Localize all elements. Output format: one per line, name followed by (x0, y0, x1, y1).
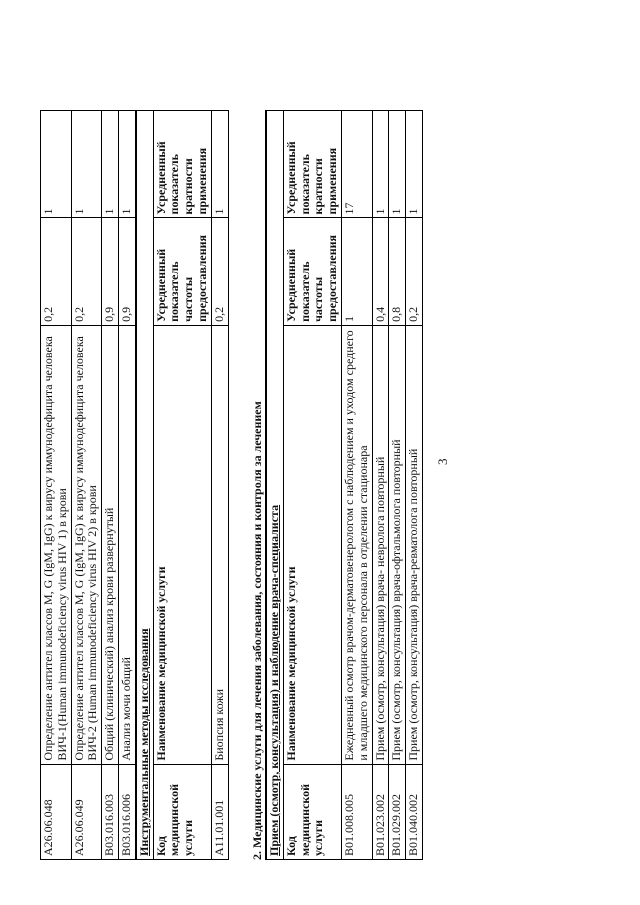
header-frequency: Усредненный показатель частоты предоставления (153, 218, 211, 325)
table-row (406, 111, 423, 860)
table-row (71, 111, 102, 860)
header-multiplicity: Усредненный показатель кратности применения (153, 111, 211, 218)
service-name: Биопсия кожи (211, 325, 228, 764)
header-code: Код медицинской услуги (153, 764, 211, 859)
header-frequency: Усредненный показатель частоты предоставления (283, 218, 341, 325)
section-row (266, 111, 283, 860)
table-laboratory (40, 110, 229, 860)
service-name: Прием (осмотр, консультация) врача- невролога повторный (372, 325, 389, 764)
header-name: Наименование медицинской услуги (283, 325, 341, 764)
multiplicity-value: 1 (41, 111, 72, 218)
service-code: B01.040.002 (406, 764, 423, 859)
multiplicity-value: 17 (341, 111, 372, 218)
service-code: B03.016.003 (102, 764, 119, 859)
header-row (153, 111, 211, 860)
service-name: Определение антител классов M, G (IgM, IgG) к вирусу иммунодефицита человека ВИЧ-1(Human immunodeficiency virus HIV 1) в крови (41, 325, 72, 764)
frequency-value: 0,9 (102, 218, 119, 325)
service-name: Ежедневный осмотр врачом-дерматовенерологом с наблюдением и уходом среднего и младшего медицинского персонала в отделении стационара (341, 325, 372, 764)
table-row (102, 111, 119, 860)
multiplicity-value: 1 (211, 111, 228, 218)
frequency-value: 0,2 (71, 218, 102, 325)
multiplicity-value: 1 (389, 111, 406, 218)
service-code: A26.06.049 (71, 764, 102, 859)
service-code: B03.016.006 (118, 764, 135, 859)
service-name: Прием (осмотр, консультация) врача-ревматолога повторный (406, 325, 423, 764)
section2-title: 2. Медицинские услуги для лечения заболевания, состояния и контроля за лечением (250, 401, 264, 860)
frequency-value: 0,2 (41, 218, 72, 325)
section-row (136, 111, 153, 860)
header-code: Код медицинской услуги (283, 764, 341, 859)
service-code: B01.029.002 (389, 764, 406, 859)
service-code: B01.008.005 (341, 764, 372, 859)
service-code: A11.01.001 (211, 764, 228, 859)
multiplicity-value: 1 (406, 111, 423, 218)
table-row (211, 111, 228, 860)
header-multiplicity: Усредненный показатель кратности применения (283, 111, 341, 218)
frequency-value: 1 (341, 218, 372, 325)
service-name: Анализ мочи общий (118, 325, 135, 764)
table-row (41, 111, 72, 860)
service-name: Общий (клинический) анализ крови развернутый (102, 325, 119, 764)
page-number: 3 (435, 458, 450, 465)
table-treatment (265, 110, 423, 860)
frequency-value: 0,2 (406, 218, 423, 325)
multiplicity-value: 1 (372, 111, 389, 218)
table-row (389, 111, 406, 860)
frequency-value: 0,4 (372, 218, 389, 325)
multiplicity-value: 1 (71, 111, 102, 218)
header-row (283, 111, 341, 860)
rotated-page (40, 60, 560, 860)
table-row (341, 111, 372, 860)
section-title: Инструментальные методы исследования (136, 111, 153, 860)
frequency-value: 0,8 (389, 218, 406, 325)
section-title: Прием (осмотр, консультация) и наблюдение врача-специалиста (266, 111, 283, 860)
frequency-value: 0,2 (211, 218, 228, 325)
frequency-value: 0,9 (118, 218, 135, 325)
multiplicity-value: 1 (118, 111, 135, 218)
multiplicity-value: 1 (102, 111, 119, 218)
service-name: Определение антител классов M, G (IgM, IgG) к вирусу иммунодефицита человека ВИЧ-2 (Human immunodeficiency virus HIV 2) в крови (71, 325, 102, 764)
service-name: Прием (осмотр, консультация) врача-офтальмолога повторный (389, 325, 406, 764)
service-code: A26.06.048 (41, 764, 72, 859)
table-row (372, 111, 389, 860)
table-row (118, 111, 135, 860)
service-code: B01.023.002 (372, 764, 389, 859)
header-name: Наименование медицинской услуги (153, 325, 211, 764)
